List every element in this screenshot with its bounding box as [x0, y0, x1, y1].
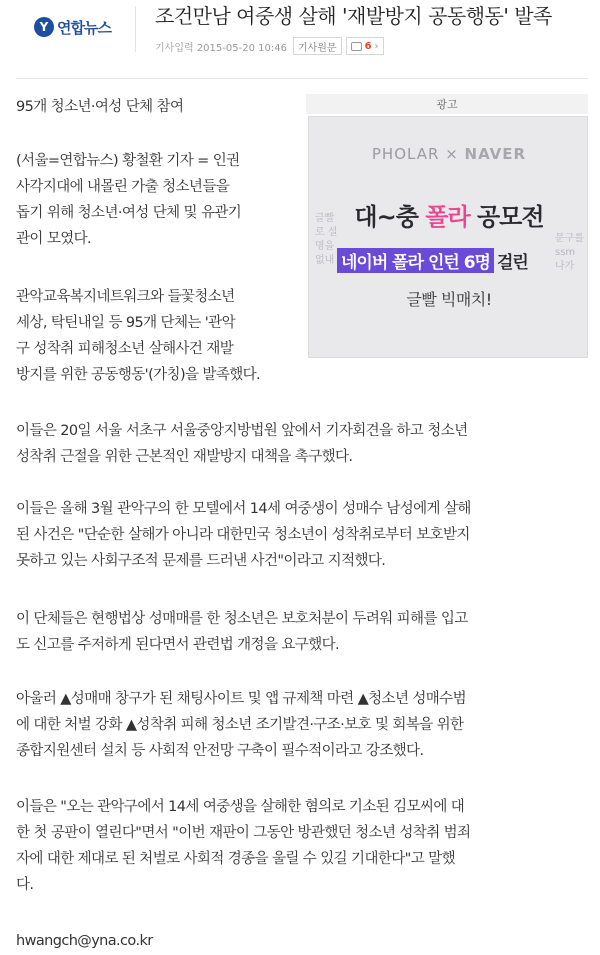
ad-subline	[337, 245, 528, 275]
ad-head-pre: 대~충	[354, 203, 426, 231]
ad-doodle-right: 문구를 ssm 나가	[555, 233, 584, 272]
p1-line: 돕기 위해 청소년·여성 단체 및 유관기	[16, 205, 242, 221]
ad-brand	[309, 145, 588, 163]
paragraph-2	[16, 284, 336, 388]
paragraph-5	[16, 606, 588, 658]
ad-headline	[309, 197, 588, 232]
comment-count: 6	[364, 40, 372, 52]
p4-line: 된 사건은 "단순한 살해가 아니라 대한민국 청소년이 성착취로부터 보호받지	[16, 527, 470, 543]
paragraph-1	[16, 148, 306, 252]
chevron-right-icon: ›	[374, 40, 379, 52]
p7-line: 다.	[16, 877, 34, 893]
p5-line: 이 단체들은 현행법상 성매매를 한 청소년은 보호처분이 두려워 피해를 입고	[16, 611, 468, 627]
p1-line: 관이 모였다.	[16, 231, 92, 247]
ad-doodle-left: 글빨로 설명을 없내	[315, 213, 338, 266]
ad-brand-right: NAVER	[464, 145, 527, 163]
p7-line: 자에 대한 제대로 된 처벌로 사회적 경종을 울릴 수 있길 기대한다"고 말했	[16, 851, 455, 867]
ad-label: 광고	[306, 94, 588, 114]
p6-line: 아울러 ▲성매매 창구가 된 채팅사이트 및 앱 규제책 마련 ▲청소년 성매수범	[16, 691, 466, 707]
ad-brand-sep: ×	[439, 145, 465, 163]
article-title: 조건만남 여중생 살해 '재발방지 공동행동' 발족	[155, 4, 552, 28]
p1-line: (서울=연합뉴스) 황철환 기자 = 인권	[16, 153, 240, 169]
p4-line: 못하고 있는 사회구조적 문제를 드러낸 사건"이라고 지적했다.	[16, 553, 386, 569]
p2-line: 구 성착취 피해청소년 살해사건 재발	[16, 341, 234, 357]
p2-line: 관악교육복지네트워크와 들꽃청소년	[16, 289, 235, 305]
p5-line: 도 신고를 주저하게 된다면서 관련법 개정을 요구했다.	[16, 637, 340, 653]
yonhap-logo[interactable]	[34, 14, 134, 40]
ad-sub-highlight: 네이버 폴라 인턴 6명	[337, 248, 494, 273]
comment-button[interactable]	[346, 37, 384, 55]
yonhap-logo-icon: Y	[34, 17, 54, 37]
advertisement[interactable]	[306, 94, 588, 358]
p3-line: 성착취 근절을 위한 근본적인 재발방지 대책을 촉구했다.	[16, 449, 353, 465]
ad-head-post: 공모전	[469, 203, 544, 231]
publish-date: 기사입력 2015-05-20 10:46	[155, 42, 287, 54]
header-separator	[16, 78, 588, 79]
p2-line: 방지를 위한 공동행동'(가칭)을 발족했다.	[16, 367, 261, 383]
article-header	[0, 0, 600, 80]
paragraph-7	[16, 794, 588, 898]
ad-footer-text: 글빨 빅매치!	[406, 290, 492, 309]
paragraph-3	[16, 418, 588, 470]
ad-sub-rest: 걸린	[496, 252, 528, 273]
paragraph-4	[16, 496, 588, 574]
p6-line: 에 대한 처벌 강화 ▲성착취 피해 청소년 조기발견·구조·보호 및 회복을 위한	[16, 717, 464, 733]
ad-head-pink: 폴라	[425, 203, 470, 231]
article-subtitle: 95개 청소년·여성 단체 참여	[16, 99, 184, 115]
original-article-button[interactable]: 기사원문	[293, 37, 342, 55]
p1-line: 사각지대에 내몰린 가출 청소년들을	[16, 179, 230, 195]
logo-text: 연합뉴스	[57, 18, 111, 37]
comment-icon	[351, 42, 362, 51]
p7-line: 한 첫 공판이 열린다"면서 "이번 재판이 그동안 방관했던 청소년 성착취 범죄	[16, 825, 471, 841]
reporter-email[interactable]: hwangch@yna.co.kr	[16, 933, 153, 949]
p2-line: 세상, 탁틴내일 등 95개 단체는 '관악	[16, 315, 235, 331]
article-meta	[155, 36, 384, 56]
p3-line: 이들은 20일 서울 서초구 서울중앙지방법원 앞에서 기자회견을 하고 청소년	[16, 423, 468, 439]
p7-line: 이들은 "오는 관악구에서 14세 여중생을 살해한 혐의로 기소된 김모씨에 대	[16, 799, 465, 815]
ad-banner[interactable]	[308, 116, 588, 358]
ad-brand-left: PHOLAR	[371, 145, 440, 163]
p6-line: 종합지원센터 설치 등 사회적 안전망 구축이 필수적이라고 강조했다.	[16, 743, 424, 759]
header-divider	[135, 6, 136, 52]
paragraph-6	[16, 686, 588, 764]
p4-line: 이들은 올해 3월 관악구의 한 모텔에서 14세 여중생이 성매수 남성에게 살해	[16, 501, 471, 517]
